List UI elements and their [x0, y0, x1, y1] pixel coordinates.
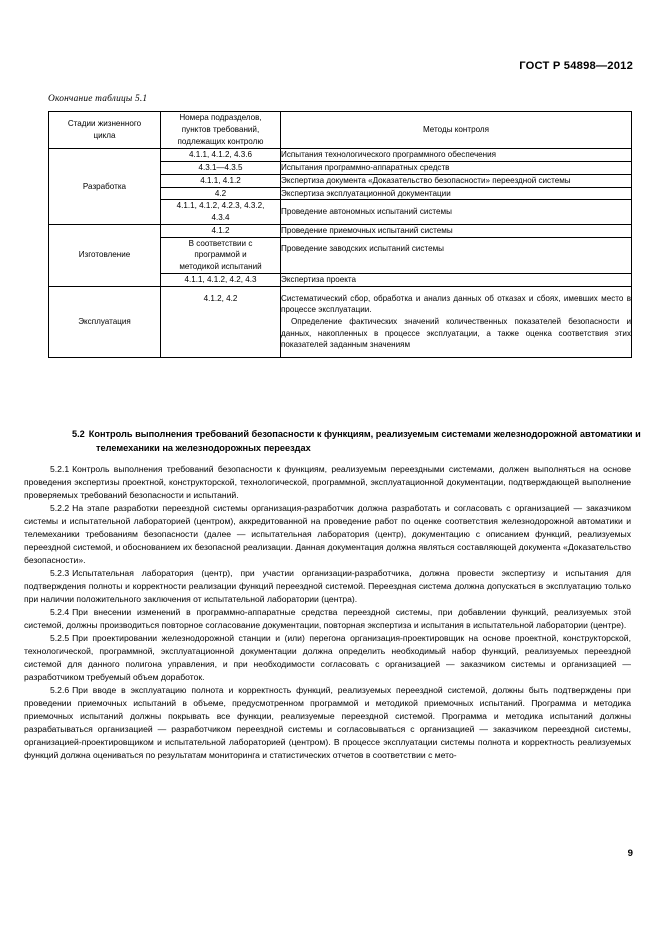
method-paragraph-1: Систематический сбор, обработка и анализ данных об отказах и сбоях, имевших место в процессе эксплуатации.	[281, 293, 631, 315]
numbers-line2: программой и	[194, 250, 247, 260]
paragraph-number: 5.2.1	[50, 464, 70, 474]
method-cell: Испытания технологического программного обеспечения	[281, 149, 632, 162]
numbers-cell: 4.1.2	[161, 224, 281, 237]
numbers-cell	[161, 237, 281, 273]
table-header-row	[49, 112, 632, 149]
document-standard-id: ГОСТ Р 54898—2012	[519, 60, 633, 72]
stage-cell-manufacturing: Изготовление	[49, 224, 161, 286]
numbers-cell: 4.2	[161, 187, 281, 200]
method-cell: Экспертиза проекта	[281, 273, 632, 286]
paragraph-body: При вводе в эксплуатацию полнота и корректность функций, реализуемых переездной системой, должны быть подтверждены при проведении приемочных испытаний в объеме, предусмотренном программой и методикой приемочных испытаний. Программа и методика приемочных испытаний должны покрывать все функции, реализуемые переездной системой. Программа и методика испытаний должны разрабатываться организацией — разработчиком переездной системы и согласовываться с организацией — заказчиком переездной системы, организацией-проектировщиком и испытательной лабораторией (центром). В процессе эксплуатации системы полнота и корректность реализуемых функций должна оцениваться по результатам мониторинга и статистических отчетов в соответствии с мето-	[24, 685, 631, 761]
method-cell: Испытания программно-аппаратных средств	[281, 162, 632, 175]
column-header-numbers	[161, 112, 281, 149]
method-paragraph-2: Определение фактических значений количественных показателей безопасности и данных, накопленных в процессе эксплуатации, а также оценка соответствия этих показателей заданным значениям	[281, 316, 631, 350]
numbers-cell: 4.1.1, 4.1.2, 4.2, 4.3	[161, 273, 281, 286]
paragraph-number: 5.2.4	[50, 607, 70, 618]
method-cell	[281, 286, 632, 358]
table-row	[49, 286, 632, 358]
column-header-stage-line2: цикла	[93, 131, 116, 141]
paragraph-number: 5.2.3	[50, 568, 70, 579]
requirements-table-wrapper	[48, 111, 631, 358]
paragraph-body: При проектировании железнодорожной станции и (или) перегона организация-проектировщик на основе проектной, конструкторской, технологической, программной, эксплуатационной документации должна определить необходимый набор функций, реализуемых переездной системой для данного полигона управления, и при необходимости согласовать с организацией — заказчиком системы и организацией — разработчиком требуемый объем доработок.	[24, 633, 631, 683]
method-cell: Экспертиза документа «Доказательство безопасности» переездной системы	[281, 174, 632, 187]
paragraph-5-2-4	[24, 606, 631, 632]
table-row	[49, 149, 632, 162]
column-header-numbers-line3: подлежащих контролю	[177, 137, 264, 147]
body-text-block	[24, 463, 631, 762]
method-cell: Проведение заводских испытаний системы	[281, 237, 632, 273]
numbers-line1: 4.1.1, 4.1.2, 4.2.3, 4.3.2,	[176, 201, 265, 211]
column-header-stage	[49, 112, 161, 149]
requirements-table	[48, 111, 632, 358]
paragraph-body: Испытательная лаборатория (центр), при участии организации-разработчика, должна провести экспертизу и испытания для подтверждения полноты и корректности реализации функций переездной системой. Переездная система должна допускаться в эксплуатацию только при наличии положительного заключения от испытательной лаборатории (центра).	[24, 568, 631, 605]
paragraph-5-2-5	[24, 632, 631, 684]
paragraph-number: 5.2.5	[50, 633, 70, 644]
numbers-cell	[161, 200, 281, 224]
numbers-line2: 4.3.4	[211, 213, 230, 223]
column-header-numbers-line2: пунктов требований,	[181, 125, 260, 135]
stage-cell-operation: Эксплуатация	[49, 286, 161, 358]
paragraph-5-2-2	[24, 502, 631, 567]
numbers-cell: 4.1.1, 4.1.2, 4.3.6	[161, 149, 281, 162]
paragraph-5-2-3	[24, 567, 631, 606]
paragraph-body: При внесении изменений в программно-аппаратные средства переездной системы, при добавлении функций, реализуемых этой системой, должны производиться повторное согласование документации, повторная экспертиза и испытания в испытательной лаборатории (центре).	[24, 607, 631, 631]
paragraph-number: 5.2.2	[50, 503, 70, 514]
section-heading	[72, 428, 656, 456]
paragraph-5-2-6	[24, 684, 631, 762]
numbers-cell: 4.1.2, 4.2	[161, 286, 281, 358]
numbers-line3: методикой испытаний	[179, 262, 262, 272]
stage-cell-development: Разработка	[49, 149, 161, 224]
paragraph-5-2-1	[24, 463, 631, 502]
paragraph-body: Контроль выполнения требований безопасности к функциям, реализуемым переездными системами, должен выполняться на основе проведения экспертизы проектной, конструкторской, технологической, программной, эксплуатационной документации, подтверждающей выполнение проверяемых требований безопасности и испытаний.	[24, 464, 631, 501]
column-header-methods: Методы контроля	[281, 112, 632, 149]
table-row	[49, 224, 632, 237]
method-cell: Проведение автономных испытаний системы	[281, 200, 632, 224]
method-cell: Проведение приемочных испытаний системы	[281, 224, 632, 237]
page-number: 9	[627, 848, 633, 859]
numbers-cell: 4.3.1—4.3.5	[161, 162, 281, 175]
paragraph-number: 5.2.6	[50, 685, 70, 696]
section-number: 5.2	[72, 429, 85, 439]
table-caption: Окончание таблицы 5.1	[48, 94, 148, 104]
column-header-stage-line1: Стадии жизненного	[67, 119, 142, 129]
method-cell: Экспертиза эксплуатационной документации	[281, 187, 632, 200]
column-header-numbers-line1: Номера подразделов,	[179, 113, 262, 122]
paragraph-body: На этапе разработки переездной системы организация-разработчик должна разработать и согласовать с организацией — заказчиком системы и испытательной лабораторией (центром), аккредитованной на проведение работ по оценке соответствия железнодорожной автоматики и телемеханики требованиям безопасности (далее — испытательная лаборатория (центр), документацию с описанием функций, реализуемых переездной системой, и обоснованием их безопасной реализации. Данная документация должна являться составляющей документа «Доказательство безопасности».	[24, 503, 631, 566]
numbers-line1: В соответствии с	[188, 238, 253, 248]
section-title: Контроль выполнения требований безопасности к функциям, реализуемым системами железнодорожной автоматики и телемеханики на железнодорожных переездах	[88, 429, 641, 453]
numbers-cell: 4.1.1, 4.1.2	[161, 174, 281, 187]
